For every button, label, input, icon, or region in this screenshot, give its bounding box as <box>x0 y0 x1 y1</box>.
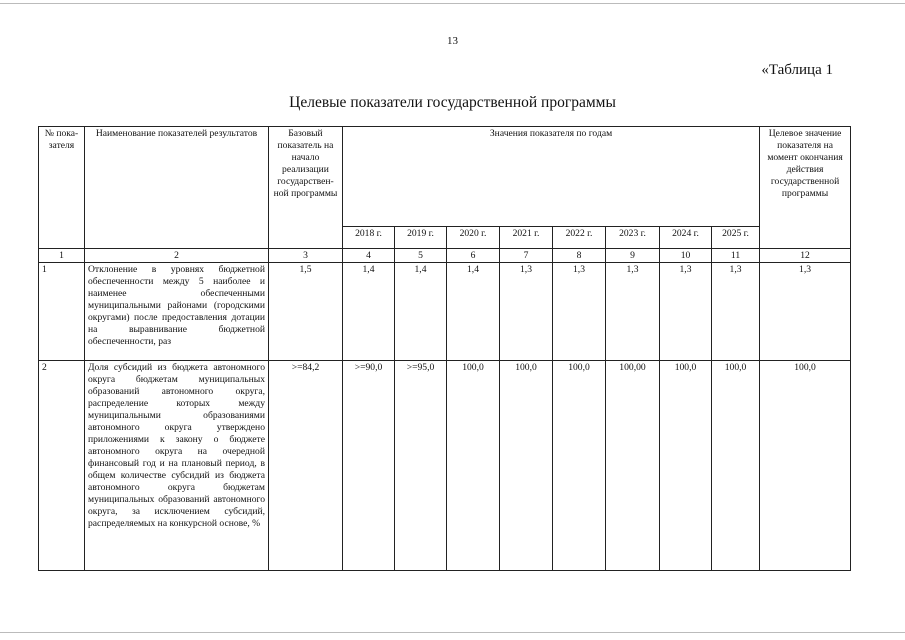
column-number: 10 <box>660 249 712 263</box>
column-number: 5 <box>395 249 447 263</box>
year-header: 2019 г. <box>395 227 447 249</box>
column-number: 7 <box>500 249 553 263</box>
column-number: 3 <box>269 249 343 263</box>
year-value: 100,0 <box>712 361 760 571</box>
header-values-by-year: Значения показателя по годам <box>343 127 760 227</box>
indicator-name: Доля субсидий из бюджета автономного округа бюджетам муниципальных образований автономного округа, распределение которых между муниципальными образованиями автономного округа утверждено приложениями к закону о бюджете автономного округа на очередной финансовый год и на плановый период, в общем количестве субсидий из бюджета автономного округа бюджетам муниципальных образований автономного округа, за исключением субсидий, распределяемых на конкурсной основе, % <box>85 361 269 571</box>
column-number: 1 <box>39 249 85 263</box>
year-value: >=95,0 <box>395 361 447 571</box>
row-number: 2 <box>39 361 85 571</box>
table-reference: «Таблица 1 <box>761 62 833 78</box>
year-value: 1,3 <box>660 263 712 361</box>
year-value: 100,0 <box>553 361 606 571</box>
indicator-name: Отклонение в уровнях бюджетной обеспеченности между 5 наиболее и наименее обеспеченными муниципальными районами (городскими округами) после предоставления дотации на выравнивание бюджетной обеспеченности, раз <box>85 263 269 361</box>
header-base-value: Базовый показатель на начало реализации государствен-ной программы <box>269 127 343 249</box>
year-header: 2023 г. <box>606 227 660 249</box>
table-row <box>39 361 851 571</box>
row-number: 1 <box>39 263 85 361</box>
base-value: >=84,2 <box>269 361 343 571</box>
column-number: 9 <box>606 249 660 263</box>
header-indicator-number: № пока-зателя <box>39 127 85 249</box>
year-header: 2022 г. <box>553 227 606 249</box>
year-value: 100,00 <box>606 361 660 571</box>
year-header: 2021 г. <box>500 227 553 249</box>
table-header-row <box>39 127 851 227</box>
year-value: 100,0 <box>500 361 553 571</box>
column-number: 8 <box>553 249 606 263</box>
scan-top-edge <box>0 3 905 4</box>
year-header: 2024 г. <box>660 227 712 249</box>
year-value: >=90,0 <box>343 361 395 571</box>
indicators-table <box>38 126 851 571</box>
year-header: 2025 г. <box>712 227 760 249</box>
column-number: 6 <box>447 249 500 263</box>
year-header: 2020 г. <box>447 227 500 249</box>
column-number: 2 <box>85 249 269 263</box>
table-row <box>39 263 851 361</box>
document-title: Целевые показатели государственной программы <box>289 94 616 111</box>
column-number: 4 <box>343 249 395 263</box>
year-value: 1,3 <box>553 263 606 361</box>
column-number: 11 <box>712 249 760 263</box>
target-value: 100,0 <box>760 361 851 571</box>
scan-bottom-edge <box>0 632 905 633</box>
column-number: 12 <box>760 249 851 263</box>
header-target-value: Целевое значение показателя на момент окончания действия государственной программы <box>760 127 851 249</box>
target-value: 1,3 <box>760 263 851 361</box>
year-value: 100,0 <box>447 361 500 571</box>
column-number-row <box>39 249 851 263</box>
year-header: 2018 г. <box>343 227 395 249</box>
year-value: 1,3 <box>712 263 760 361</box>
year-value: 1,3 <box>606 263 660 361</box>
base-value: 1,5 <box>269 263 343 361</box>
year-value: 1,4 <box>395 263 447 361</box>
year-value: 1,3 <box>500 263 553 361</box>
year-value: 100,0 <box>660 361 712 571</box>
year-value: 1,4 <box>447 263 500 361</box>
year-value: 1,4 <box>343 263 395 361</box>
header-indicator-name: Наименование показателей результатов <box>85 127 269 249</box>
page-number: 13 <box>447 35 458 47</box>
